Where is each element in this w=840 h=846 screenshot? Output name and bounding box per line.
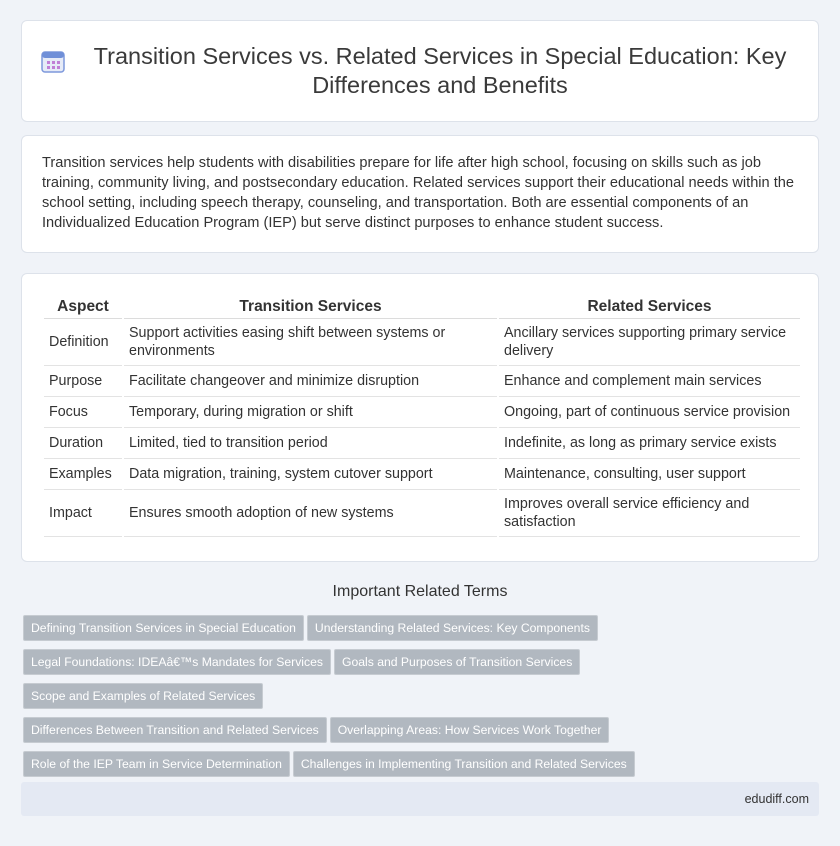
cell-related: Ongoing, part of continuous service provision [499, 397, 800, 428]
cell-aspect: Definition [44, 319, 122, 366]
related-term-tag[interactable]: Understanding Related Services: Key Components [307, 615, 598, 641]
cell-related: Enhance and complement main services [499, 366, 800, 397]
table-row [44, 490, 800, 537]
cell-transition: Limited, tied to transition period [124, 428, 497, 459]
intro-text: Transition services help students with disabilities prepare for life after high school, focusing on skills such as job training, community living, and postsecondary education. Related services support their educational needs within the school setting, including speech therapy, counseling, and transportation. Both are essential components of an Individualized Education Program (IEP) but serve distinct purposes to enhance student success. [42, 155, 795, 231]
table-header-row [44, 292, 800, 319]
cell-related: Improves overall service efficiency and satisfaction [499, 490, 800, 537]
related-terms-heading: Important Related Terms [332, 583, 508, 600]
related-term-tag[interactable]: Defining Transition Services in Special Education [23, 615, 304, 641]
table-row [44, 397, 800, 428]
comparison-table [42, 292, 802, 537]
cell-transition: Support activities easing shift between systems or environments [124, 319, 497, 366]
title-card [21, 20, 819, 122]
related-term-tag[interactable]: Overlapping Areas: How Services Work Together [330, 717, 610, 743]
cell-related: Ancillary services supporting primary service delivery [499, 319, 800, 366]
table-row [44, 459, 800, 490]
cell-related: Indefinite, as long as primary service exists [499, 428, 800, 459]
site-link[interactable]: edudiff.com [744, 792, 809, 806]
header-transition-services: Transition Services [124, 292, 497, 319]
cell-aspect: Duration [44, 428, 122, 459]
cell-aspect: Focus [44, 397, 122, 428]
comparison-card [21, 273, 819, 562]
related-term-tag[interactable]: Scope and Examples of Related Services [23, 683, 263, 709]
related-term-tag[interactable]: Legal Foundations: IDEAâ€™s Mandates for Services [23, 649, 331, 675]
cell-aspect: Impact [44, 490, 122, 537]
table-row [44, 319, 800, 366]
footer [21, 782, 819, 816]
related-term-tag[interactable]: Goals and Purposes of Transition Services [334, 649, 580, 675]
table-row [44, 366, 800, 397]
related-term-tag[interactable]: Differences Between Transition and Related Services [23, 717, 327, 743]
title-wrap [40, 42, 800, 100]
cell-aspect: Purpose [44, 366, 122, 397]
calendar-icon [40, 48, 66, 74]
table-row [44, 428, 800, 459]
related-term-tag[interactable]: Role of the IEP Team in Service Determination [23, 751, 290, 777]
intro-card [21, 135, 819, 253]
cell-transition: Ensures smooth adoption of new systems [124, 490, 497, 537]
cell-related: Maintenance, consulting, user support [499, 459, 800, 490]
cell-transition: Data migration, training, system cutover support [124, 459, 497, 490]
page-title: Transition Services vs. Related Services in Special Education: Key Differences and Benefits [93, 43, 787, 98]
cell-transition: Facilitate changeover and minimize disruption [124, 366, 497, 397]
header-related-services: Related Services [499, 292, 800, 319]
cell-aspect: Examples [44, 459, 122, 490]
header-aspect: Aspect [44, 292, 122, 319]
cell-transition: Temporary, during migration or shift [124, 397, 497, 428]
related-term-tag[interactable]: Challenges in Implementing Transition and Related Services [293, 751, 635, 777]
